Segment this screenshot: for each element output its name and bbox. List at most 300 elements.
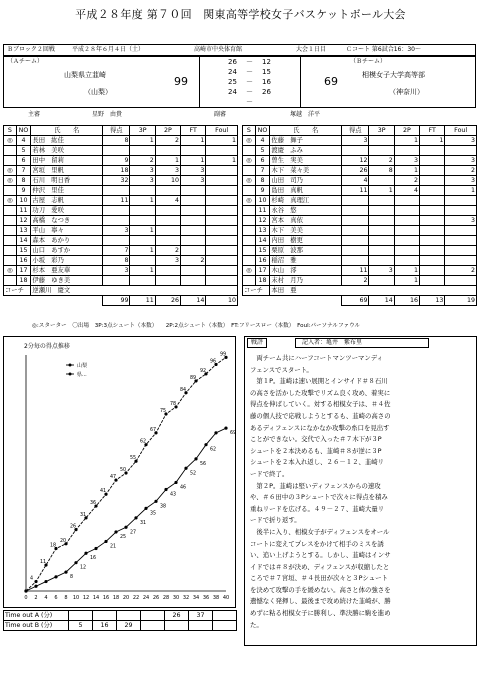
two-pointers: 1 xyxy=(394,276,419,286)
two-pointers xyxy=(155,266,180,276)
data-point xyxy=(204,443,207,446)
three-pointers: 8 xyxy=(369,166,394,176)
data-label: 26 xyxy=(70,524,77,530)
timeout-minute xyxy=(141,611,165,621)
timeout-minute xyxy=(141,621,165,631)
points xyxy=(103,146,130,156)
fouls: 3 xyxy=(445,176,477,186)
points xyxy=(342,216,369,226)
quarter-separator: － xyxy=(246,98,253,106)
jersey-number: 17 xyxy=(16,266,31,276)
fouls: 1 xyxy=(206,156,238,166)
jersey-number: 9 xyxy=(255,186,270,196)
column-header: Foul xyxy=(206,126,238,136)
free-throws xyxy=(181,226,206,236)
column-header: 2P xyxy=(155,126,180,136)
player-name: 若林 美咲 xyxy=(31,146,103,156)
data-label: 38 xyxy=(160,504,167,510)
two-pointers: 1 xyxy=(394,166,419,176)
fouls xyxy=(206,246,238,256)
player-name: 永谷 悠 xyxy=(270,206,342,216)
quarter-scores xyxy=(199,57,301,107)
jersey-number: 13 xyxy=(16,226,31,236)
quarter-score-a: 24 xyxy=(228,88,237,96)
two-pointers xyxy=(394,206,419,216)
player-row xyxy=(243,156,477,166)
x-tick-label: 24 xyxy=(142,595,150,601)
starter-mark: ◎ xyxy=(243,136,256,146)
points: 11 xyxy=(342,186,369,196)
free-throws xyxy=(181,186,206,196)
column-header: FT xyxy=(181,126,206,136)
data-label: 20 xyxy=(60,538,67,544)
three-pointers: 3 xyxy=(130,166,155,176)
points xyxy=(342,256,369,266)
data-point xyxy=(94,547,97,550)
team-a-label: （Ａチーム） xyxy=(7,58,44,65)
column-header: 得点 xyxy=(103,126,130,136)
free-throws: 3 xyxy=(181,176,206,186)
three-pointers: 1 xyxy=(130,136,155,146)
starter-mark xyxy=(4,206,17,216)
points: 8 xyxy=(103,136,130,146)
starter-mark xyxy=(243,146,256,156)
starter-mark: ◎ xyxy=(4,266,17,276)
three-pointers: 1 xyxy=(369,186,394,196)
starter-mark xyxy=(4,236,17,246)
points xyxy=(342,146,369,156)
quarter-row xyxy=(200,57,300,67)
referee-name: 星野 由貴 xyxy=(92,111,123,118)
two-pointers xyxy=(394,146,419,156)
report-line: 得点を伸ばしていく。対する相模女子は、＃４佐 xyxy=(250,400,391,409)
starter-mark xyxy=(4,216,17,226)
player-row xyxy=(4,216,238,226)
data-label: 18 xyxy=(50,543,57,549)
report-line: 後半に入り、相模女子がディフェンスをオール xyxy=(250,527,390,536)
data-point xyxy=(154,500,157,503)
free-throws xyxy=(420,236,445,246)
data-label: 16 xyxy=(90,556,97,562)
x-tick-label: 10 xyxy=(72,595,80,601)
data-label: 21 xyxy=(110,544,117,550)
quarter-score-b: 26 xyxy=(262,88,271,96)
two-pointers: 3 xyxy=(394,156,419,166)
report-line: シュートを２本入れ返し、２６－１２、韮崎リ xyxy=(250,458,385,467)
two-pointers xyxy=(155,226,180,236)
report-line: い、追い上げようとする。しかし、韮崎はインサ xyxy=(250,551,391,560)
fouls xyxy=(445,246,477,256)
fouls: 2 xyxy=(445,266,477,276)
block-label: Ｂブロック２回戦 xyxy=(7,46,55,53)
column-header: S xyxy=(243,126,256,136)
two-pointers: 1 xyxy=(394,136,419,146)
data-point xyxy=(84,552,87,555)
report-line: 第１P。韮崎は速い展開とインサイド＃８石川 xyxy=(250,377,388,386)
x-tick-label: 40 xyxy=(222,595,230,601)
jersey-number: 14 xyxy=(16,236,31,246)
player-row xyxy=(243,196,477,206)
report-line: コートに変えてプレスをかけて相手のミスを誘 xyxy=(250,539,384,548)
points: 11 xyxy=(103,196,130,206)
jersey-number: 17 xyxy=(255,266,270,276)
column-header: 3P xyxy=(130,126,155,136)
jersey-number: 12 xyxy=(16,216,31,226)
player-row xyxy=(4,236,238,246)
report-line: 遺憾なく発揮し、最後まで攻め続けた韮崎が、勝 xyxy=(250,597,391,606)
jersey-number: 8 xyxy=(16,176,31,186)
jersey-number: 5 xyxy=(16,146,31,156)
player-name: 宮本 真依 xyxy=(270,216,342,226)
column-header: NO xyxy=(255,126,270,136)
two-pointers xyxy=(394,226,419,236)
legend-marker xyxy=(69,364,72,367)
fouls: 3 xyxy=(445,156,477,166)
data-label: 75 xyxy=(160,409,167,414)
fouls xyxy=(206,256,238,266)
three-pointers: 1 xyxy=(130,266,155,276)
two-pointers: 3 xyxy=(155,256,180,266)
team-total: 16 xyxy=(394,296,419,306)
column-header: 氏 名 xyxy=(31,126,103,136)
player-name: 宮垣 里帆 xyxy=(31,166,103,176)
player-row xyxy=(4,166,238,176)
coach-name: 逆瀬川 慶文 xyxy=(31,286,238,296)
player-name: 島田 真帆 xyxy=(270,186,342,196)
points xyxy=(342,246,369,256)
fouls xyxy=(206,276,238,286)
legend-marker xyxy=(69,373,72,376)
three-pointers xyxy=(369,176,394,186)
data-label: 99 xyxy=(220,352,227,358)
player-name: 渡慶 ふみ xyxy=(270,146,342,156)
jersey-number: 18 xyxy=(255,276,270,286)
x-tick-label: 4 xyxy=(44,595,48,601)
data-label: 69 xyxy=(230,431,237,437)
fouls xyxy=(445,256,477,266)
free-throws xyxy=(420,186,445,196)
starter-mark xyxy=(4,186,17,196)
quarter-score-a: 26 xyxy=(228,58,237,66)
starter-mark: ◎ xyxy=(243,196,256,206)
quarter-score-b: 15 xyxy=(262,68,271,76)
player-name: 内田 樹更 xyxy=(270,236,342,246)
player-row xyxy=(243,256,477,266)
two-pointers: 1 xyxy=(155,156,180,166)
x-tick-label: 22 xyxy=(132,595,140,601)
data-label: 46 xyxy=(180,485,187,491)
player-name: 山口 あすか xyxy=(31,246,103,256)
fouls xyxy=(206,176,238,186)
x-tick-label: 30 xyxy=(172,595,180,601)
fouls xyxy=(206,226,238,236)
three-pointers: 2 xyxy=(369,156,394,166)
report-line: を決めて攻撃の手を緩めない。高さと体の強さを xyxy=(250,585,391,594)
team-total: 19 xyxy=(445,296,477,306)
starter-mark: ◎ xyxy=(243,176,256,186)
data-label: 8 xyxy=(70,575,74,581)
player-row xyxy=(243,216,477,226)
jersey-number: 12 xyxy=(255,216,270,226)
player-name: 杉本 亜友華 xyxy=(31,266,103,276)
report-line: 重ねリードを広げる。４９－２７、韮崎大量リ xyxy=(250,504,385,513)
report-line: た。 xyxy=(250,620,263,629)
player-row xyxy=(243,276,477,286)
fouls: 1 xyxy=(206,136,238,146)
jersey-number: 14 xyxy=(255,236,270,246)
three-pointers xyxy=(130,276,155,286)
report-writer: 記入者：亀井 紫布里 xyxy=(295,338,429,348)
player-row xyxy=(243,226,477,236)
jersey-number: 10 xyxy=(255,196,270,206)
data-label: 31 xyxy=(140,520,147,526)
jersey-number: 9 xyxy=(16,186,31,196)
fouls xyxy=(445,146,477,156)
x-tick-label: 36 xyxy=(202,595,210,601)
player-row xyxy=(243,236,477,246)
points xyxy=(342,206,369,216)
player-name: 功刀 愛咲 xyxy=(31,206,103,216)
timeout-minute xyxy=(165,621,189,631)
free-throws: 3 xyxy=(181,166,206,176)
quarter-separator: － xyxy=(246,88,253,96)
x-tick-label: 0 xyxy=(24,595,28,601)
series-line-1 xyxy=(26,428,226,591)
fouls xyxy=(206,196,238,206)
free-throws xyxy=(181,146,206,156)
three-pointers xyxy=(369,136,394,146)
free-throws xyxy=(181,276,206,286)
coach-label: コーチ xyxy=(4,286,31,296)
timeout-minute xyxy=(69,611,93,621)
data-label: 92 xyxy=(200,368,207,374)
data-point xyxy=(144,507,147,510)
free-throws xyxy=(420,176,445,186)
starter-mark xyxy=(243,166,256,176)
timeout-minute: 37 xyxy=(189,611,213,621)
data-label: 25 xyxy=(120,535,127,540)
data-label: 84 xyxy=(180,387,187,393)
data-point xyxy=(194,457,197,460)
data-point xyxy=(114,530,117,533)
three-pointers: 1 xyxy=(130,196,155,206)
jersey-number: 5 xyxy=(255,146,270,156)
player-name: 末村 月乃 xyxy=(270,276,342,286)
starter-mark xyxy=(4,246,17,256)
two-pointers: 2 xyxy=(394,176,419,186)
timeout-minute xyxy=(213,611,237,621)
timeout-minute: 29 xyxy=(117,621,141,631)
x-tick-label: 6 xyxy=(54,595,58,601)
data-label: 52 xyxy=(190,471,197,477)
three-pointers xyxy=(369,236,394,246)
fouls xyxy=(445,196,477,206)
starter-mark xyxy=(4,146,17,156)
two-pointers xyxy=(155,186,180,196)
match-info-bar xyxy=(3,44,476,56)
data-point xyxy=(34,585,37,588)
team-b-total: 69 xyxy=(324,75,338,88)
jersey-number: 4 xyxy=(255,136,270,146)
x-tick-label: 16 xyxy=(102,595,110,601)
team-total: 10 xyxy=(206,296,238,306)
free-throws xyxy=(420,246,445,256)
jersey-number: 13 xyxy=(255,226,270,236)
fouls: 1 xyxy=(445,186,477,196)
starter-mark: ◎ xyxy=(4,136,17,146)
report-line: ードで終了。 xyxy=(250,469,289,478)
points xyxy=(342,226,369,236)
player-row xyxy=(4,246,238,256)
timeout-minute xyxy=(189,621,213,631)
player-row xyxy=(243,266,477,276)
three-pointers: 3 xyxy=(369,266,394,276)
timeout-row xyxy=(4,621,237,631)
data-point xyxy=(104,540,107,543)
three-pointers: 1 xyxy=(130,246,155,256)
quarter-score-a: 25 xyxy=(228,78,237,86)
player-row xyxy=(4,276,238,286)
player-row xyxy=(4,196,238,206)
three-pointers xyxy=(130,236,155,246)
player-row xyxy=(4,226,238,236)
points: 4 xyxy=(342,176,369,186)
player-name: 長田 紘佳 xyxy=(31,136,103,146)
team-total: 14 xyxy=(181,296,206,306)
player-row xyxy=(243,136,477,146)
three-pointers xyxy=(130,146,155,156)
three-pointers xyxy=(130,186,155,196)
data-label: 47 xyxy=(110,475,117,481)
player-name: 小坂 彩乃 xyxy=(31,256,103,266)
two-pointers: 4 xyxy=(394,186,419,196)
jersey-number: 6 xyxy=(16,156,31,166)
x-tick-label: 2 xyxy=(34,595,38,601)
column-header: 2P xyxy=(394,126,419,136)
report-line: 両チーム共にハーフコートマンツーマンディ xyxy=(250,354,384,362)
player-name: 平山 寧々 xyxy=(31,226,103,236)
fouls xyxy=(206,206,238,216)
points: 2 xyxy=(342,276,369,286)
player-name: 田中 留莉 xyxy=(31,156,103,166)
data-point xyxy=(74,561,77,564)
player-row xyxy=(4,266,238,276)
data-point xyxy=(224,427,227,430)
team-a-player-table xyxy=(3,125,238,306)
quarter-separator: － xyxy=(246,68,253,76)
three-pointers xyxy=(130,216,155,226)
venue: 高崎市中央体育館 xyxy=(194,46,243,53)
fouls xyxy=(445,206,477,216)
timeout-row xyxy=(4,611,237,621)
two-pointers: 3 xyxy=(155,166,180,176)
chart-svg xyxy=(4,337,235,607)
quarter-score-a: 24 xyxy=(228,68,237,76)
data-label: 96 xyxy=(210,359,217,365)
points: 8 xyxy=(103,256,130,266)
coach-row xyxy=(243,286,477,296)
team-total: 69 xyxy=(342,296,369,306)
player-row xyxy=(4,176,238,186)
x-tick-label: 32 xyxy=(182,595,190,601)
starter-mark xyxy=(4,226,17,236)
report-line: フェンスでスタート。 xyxy=(250,365,313,374)
report-line: めずに粘る相模女子に勝利し、準決勝に駒を進め xyxy=(250,609,391,618)
referee-label: 主審 xyxy=(28,111,41,118)
player-name: 山田 司乃 xyxy=(270,176,342,186)
jersey-number: 11 xyxy=(255,206,270,216)
free-throws xyxy=(181,266,206,276)
player-name: 木下 美美 xyxy=(270,226,342,236)
quarter-row xyxy=(200,87,300,97)
starter-mark: ◎ xyxy=(4,176,17,186)
starter-mark: ◎ xyxy=(4,166,17,176)
starter-mark xyxy=(4,156,17,166)
column-header: 氏 名 xyxy=(270,126,342,136)
two-pointers: 2 xyxy=(155,246,180,256)
three-pointers xyxy=(130,256,155,266)
points: 26 xyxy=(342,166,369,176)
three-pointers xyxy=(369,146,394,156)
starter-mark xyxy=(243,206,256,216)
coach-row xyxy=(4,286,238,296)
points: 7 xyxy=(103,246,130,256)
fouls xyxy=(206,146,238,156)
points xyxy=(342,236,369,246)
fouls xyxy=(206,216,238,226)
player-name: 佐藤 舞子 xyxy=(270,136,342,146)
column-header: 得点 xyxy=(342,126,369,136)
report-tab: 戦評 xyxy=(247,338,267,348)
x-tick-label: 26 xyxy=(152,595,160,601)
starter-mark xyxy=(243,226,256,236)
quarter-score-b: 12 xyxy=(262,58,271,66)
two-pointers xyxy=(394,256,419,266)
three-pointers xyxy=(369,226,394,236)
x-tick-label: 38 xyxy=(212,595,220,601)
quarter-row xyxy=(200,67,300,77)
jersey-number: 4 xyxy=(16,136,31,146)
points: 3 xyxy=(103,226,130,236)
jersey-number: 15 xyxy=(255,246,270,256)
starter-mark: ◎ xyxy=(243,156,256,166)
two-pointers xyxy=(155,146,180,156)
team-b-label: （Ｂチーム） xyxy=(350,58,387,65)
player-name: 古屋 志帆 xyxy=(31,196,103,206)
column-header: 3P xyxy=(369,126,394,136)
team-total: 26 xyxy=(155,296,180,306)
team-total: 14 xyxy=(369,296,394,306)
free-throws xyxy=(181,196,206,206)
fouls xyxy=(206,166,238,176)
table-header xyxy=(4,126,238,136)
quarter-score-b: 16 xyxy=(262,78,271,86)
data-point xyxy=(184,467,187,470)
timeout-label: Time out A (分) xyxy=(4,611,69,621)
team-b-player-table xyxy=(242,125,477,306)
data-label: 4 xyxy=(30,576,34,582)
points: 11 xyxy=(342,266,369,276)
free-throws xyxy=(420,276,445,286)
two-pointers: 10 xyxy=(155,176,180,186)
three-pointers xyxy=(369,256,394,266)
points xyxy=(103,186,130,196)
match-date: 平成２８年６月４日（土） xyxy=(72,46,145,53)
data-label: 27 xyxy=(130,530,137,536)
points xyxy=(342,196,369,206)
player-name: 稲沼 雅 xyxy=(270,256,342,266)
data-label: 78 xyxy=(170,401,177,407)
